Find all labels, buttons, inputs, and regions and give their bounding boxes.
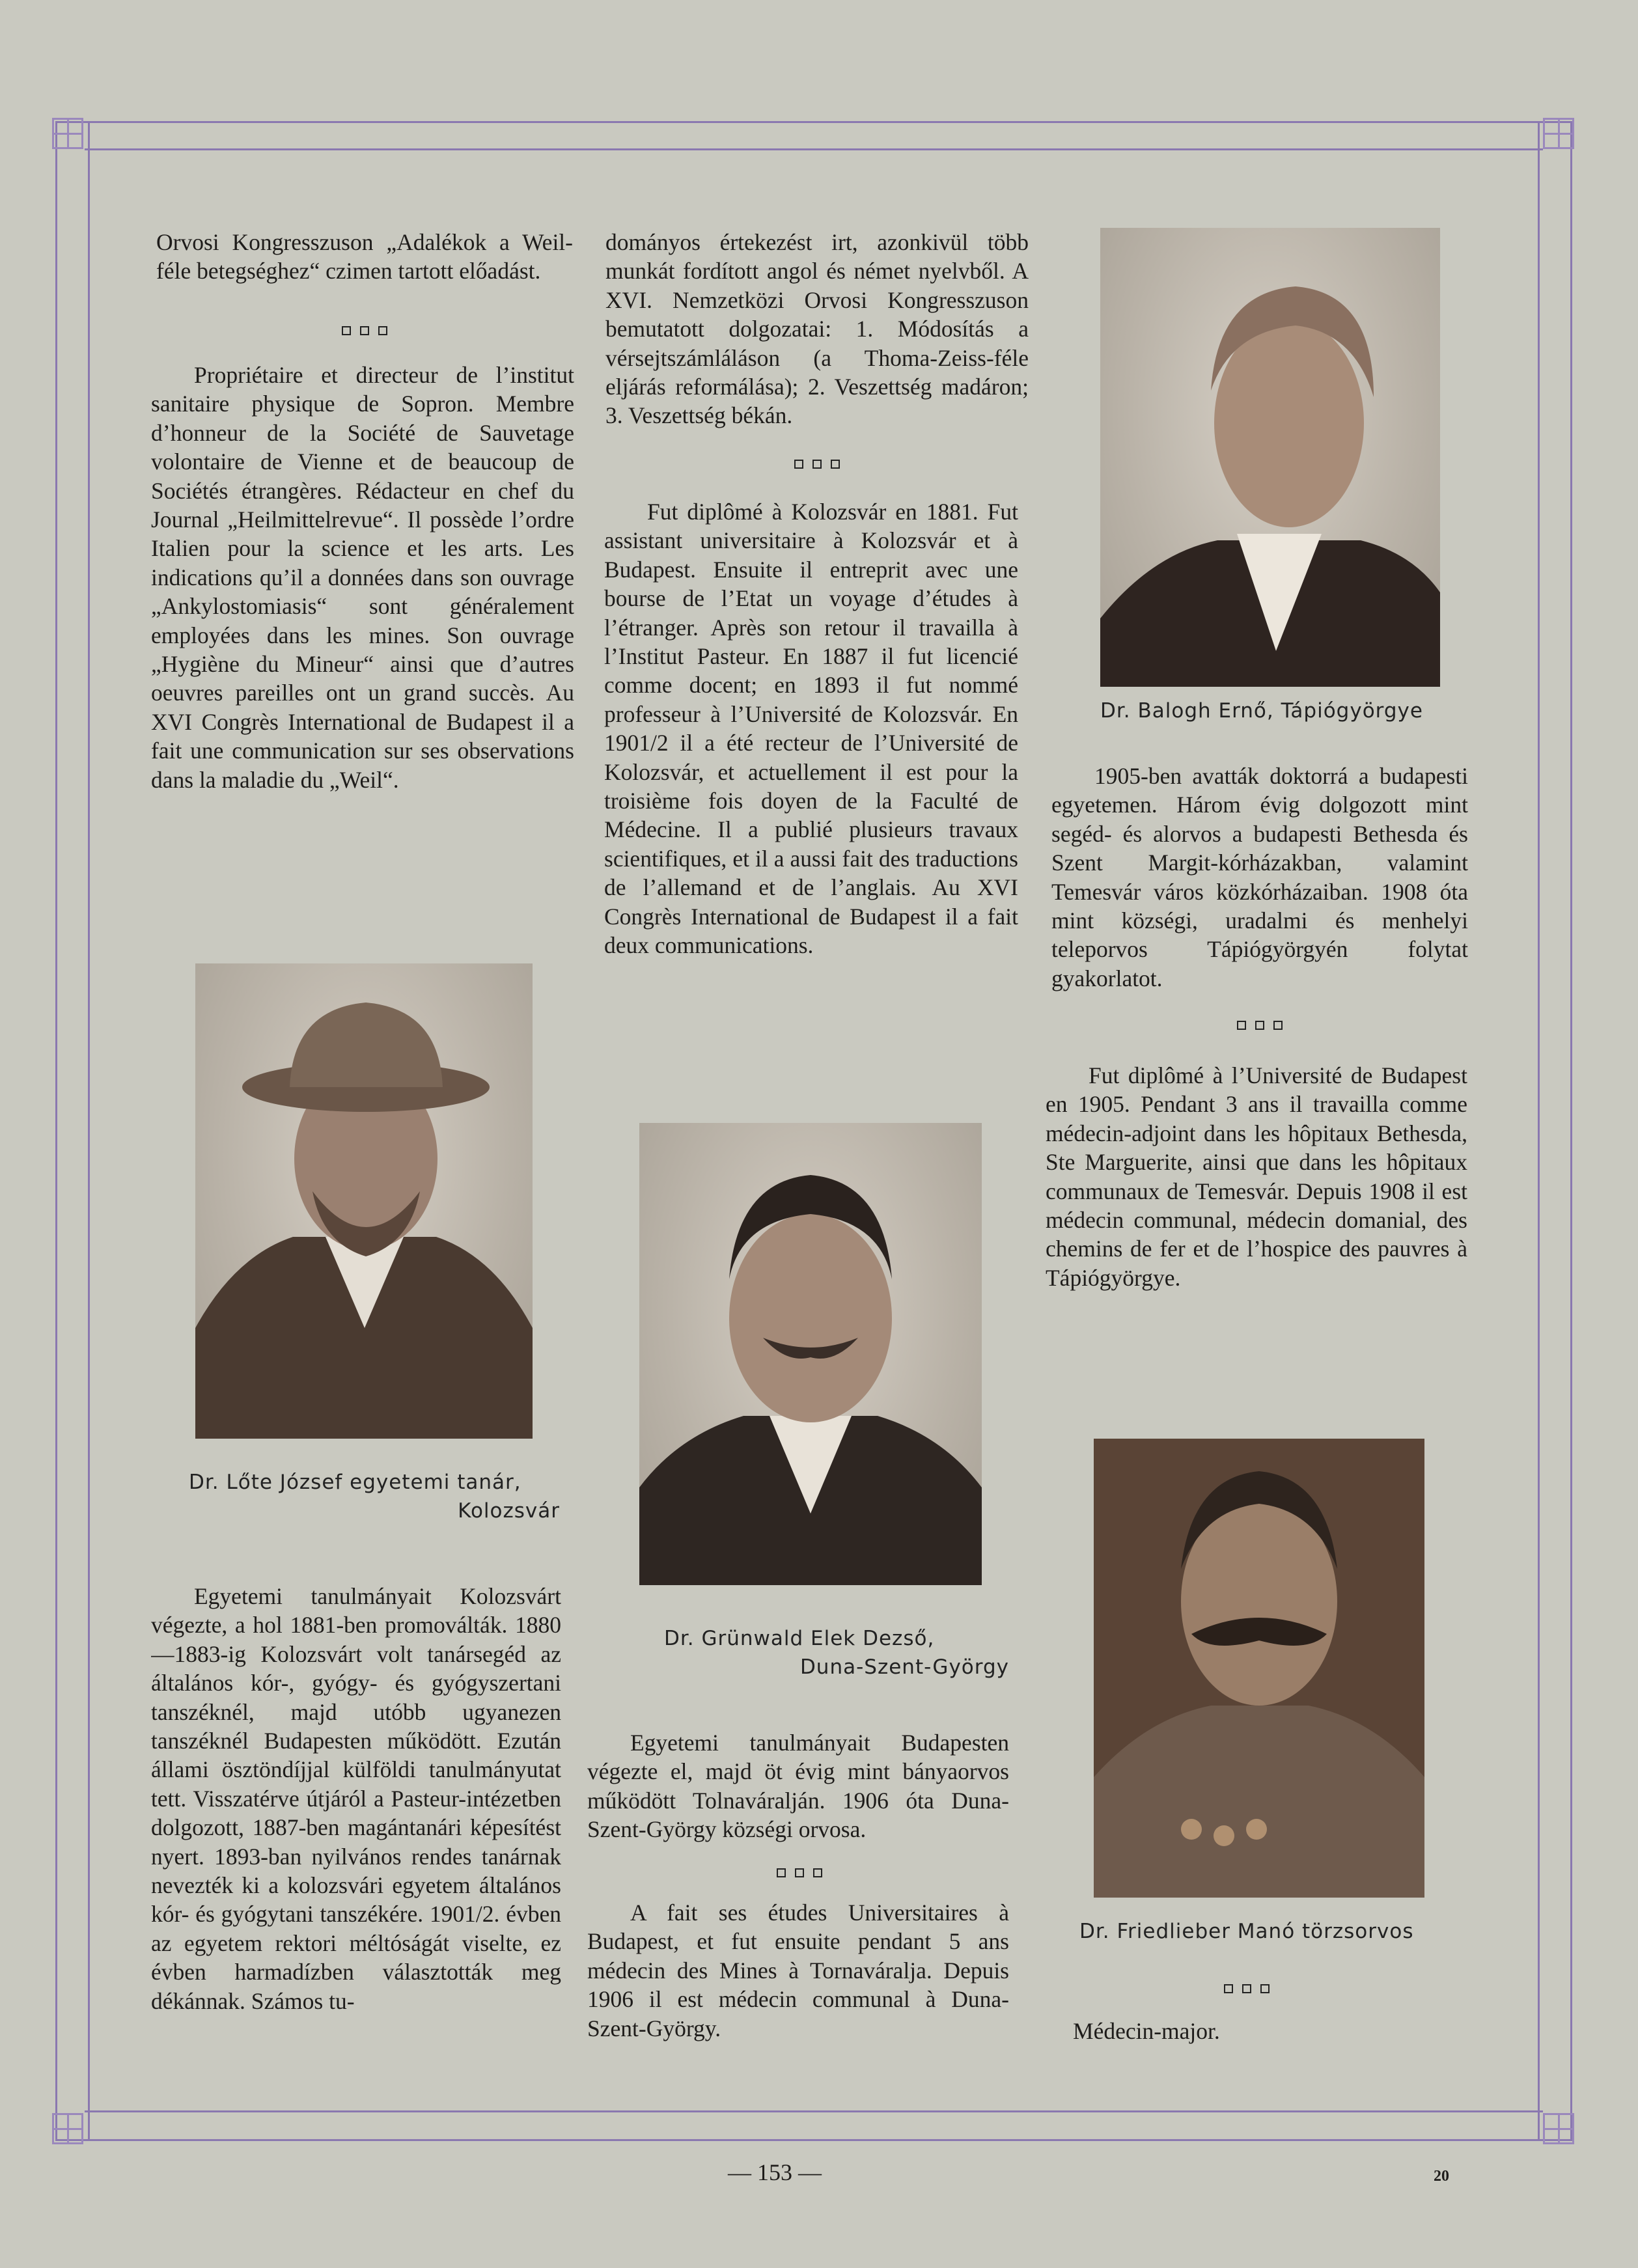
separator-squares [778, 456, 856, 473]
paragraph-text: A fait ses études Universitaires à Budapest, et fut ensuite pendant 5 ans médecin des Mines à Tornaváralja. Depuis 1906 il est médecin communal à Duna-Szent-György. [587, 1900, 1009, 2041]
caption-line: Dr. Lőte József egyetemi tanár, [189, 1471, 521, 1494]
col2-paragraph-1 [605, 228, 1029, 436]
frame-bottom-inner [85, 2110, 1543, 2112]
portrait-photo-lote [195, 963, 533, 1439]
portrait-caption-grunwald [664, 1624, 1009, 1681]
paragraph-text: Médecin-major. [1073, 2018, 1220, 2044]
frame-corner-ornament [1543, 118, 1574, 149]
col1-paragraph-3 [151, 1582, 561, 2051]
portrait-caption-lote [189, 1468, 560, 1525]
col2-paragraph-3 [587, 1728, 1009, 1852]
col2-paragraph-2 [604, 497, 1018, 995]
caption-line: Dr. Grünwald Elek Dezső, [664, 1627, 935, 1650]
separator-squares [760, 1864, 839, 1881]
caption-line: Duna-Szent-György [799, 1655, 1009, 1679]
frame-left-inner [88, 121, 90, 2141]
col1-paragraph-2 [151, 361, 574, 829]
separator-squares [1208, 1980, 1286, 1997]
page-number: — 153 — [728, 2159, 822, 2185]
paragraph-text: dományos értekezést irt, azonkivül több munkát fordított angol és német nyelvből. A XVI. Nemzetközi Orvosi Kongresszuson bemutatott dolgozatai: 1. Módosítás a vérsejtszámláláson (a Thoma-Zeiss-féle eljárás reformálása); 2. Veszettség madáron; 3. Veszettség békán. [605, 229, 1029, 429]
paragraph-text: Fut diplômé à l’Université de Budapest en 1905. Pendant 3 ans il travailla comme médecin-adjoint dans les hôpitaux Bethesda, Ste Marguerite, ainsi que dans les hôpitaux communaux de Temesvár. Depuis 1908 il est médecin communal, médecin domanial, des chemins de fer et de l’hospice des pauvres à Tápiógyörgye. [1046, 1062, 1467, 1291]
caption-line: Dr. Friedlieber Manó törzsorvos [1079, 1920, 1414, 1943]
frame-bottom-outer [55, 2139, 1572, 2141]
frame-right-outer [1570, 121, 1572, 2141]
paragraph-text: Propriétaire et directeur de l’institut sanitaire physique de Sopron. Membre d’honneur de la Société de Sauvetage volontaire de Vienne et de beaucoup de Sociétés étrangères. Rédacteur en chef du Journal „Heilmittelrevue“. Il possède l’ordre Italien pour la science et les arts. Les indications qu’il a données dans son ouvrage „Ankylostomiasis“ sont généralement employées dans les mines. Son ouvrage „Hygiène du Mineur“ ainsi que d’autres oeuvres pareilles ont un grand succès. Au XVI Congrès International de Budapest il a fait une communication sur ses observations dans la maladie du „Weil“. [151, 362, 574, 793]
frame-left-outer [55, 121, 57, 2141]
col3-paragraph-1 [1051, 762, 1468, 996]
frame-right-inner [1538, 121, 1540, 2141]
frame-corner-ornament [52, 118, 83, 149]
frame-top-inner [85, 148, 1543, 150]
portrait-photo-grunwald [639, 1123, 982, 1585]
frame-corner-ornament [52, 2113, 83, 2144]
frame-top-outer [55, 121, 1572, 123]
caption-line: Dr. Balogh Ernő, Tápiógyörgye [1100, 699, 1423, 723]
portrait-caption-balogh [1100, 697, 1465, 725]
separator-squares [1221, 1017, 1299, 1034]
signature-mark: 20 [1434, 2168, 1449, 2185]
col2-paragraph-4 [587, 1898, 1009, 2054]
paragraph-text: Fut diplômé à Kolozsvár en 1881. Fut assistant universitaire à Kolozsvár et à Budapest. Ensuite il entreprit avec une bourse de l’Etat un voyage d’études à l’étranger. Après son retour il travailla à l’Institut Pasteur. En 1887 il fut licencié comme docent; en 1893 il fut nommé professeur à l’Université de Kolozsvár. En 1901/2 il a été recteur de l’Université de Kolozsvár, et actuellement il est pour la troisième fois doyen de la Faculté de Médecine. Il a publié plusieurs travaux scientifiques, et il a aussi fait des traductions de l’allemand et de l’anglais. Au XVI Congrès International de Budapest il a fait deux communications. [604, 499, 1018, 959]
separator-squares [326, 322, 404, 339]
col3-paragraph-2 [1046, 1061, 1467, 1328]
paragraph-text: Egyetemi tanulmányait Kolozsvárt végezte, a hol 1881-ben promoválták. 1880—1883-ig Kolozsvárt volt tanársegéd az általános kór-, gyógy- és gyógyszertani tanszéknél, majd utóbb ugyanezen tanszéknél Budapesten működött. Ezután állami ösztöndíjjal külföldi tanulmányutat tett. Visszatérve útjáról a Pasteur-intézetben dolgozott, 1887-ben magántanári képesítést nyert. 1893-ban nyilvános rendes tanárnak nevezték ki a kolozsvári egyetem általános kór- és gyógytani tanszékére. 1901/2. évben az egyetem rektori méltóságát viselte, ez évben harmadízben választották meg dékánnak. Számos tu- [151, 1583, 561, 2014]
col1-paragraph-1 [156, 228, 573, 316]
portrait-caption-friedlieber [1079, 1917, 1470, 1946]
col3-paragraph-3 [1073, 2017, 1464, 2049]
paragraph-text: Egyetemi tanulmányait Budapesten végezte el, majd öt évig mint bányaorvos működött Tolnaváralján. 1906 óta Duna-Szent-György községi orvosa. [587, 1730, 1009, 1843]
portrait-photo-balogh [1100, 228, 1440, 687]
paragraph-text: Orvosi Kongresszuson „Adalékok a Weil-féle betegséghez“ czimen tartott előadást. [156, 229, 573, 284]
paragraph-text: 1905-ben avatták doktorrá a budapesti egyetemen. Három évig dolgozott mint segéd- és alorvos a budapesti Bethesda és Szent Margit-kórházakban, valamint Temesvár város közkórházaiban. 1908 óta mint községi, uradalmi és menhelyi teleporvos Tápiógyörgyén folytat gyakorlatot. [1051, 763, 1468, 991]
caption-line: Kolozsvár [458, 1499, 560, 1523]
portrait-photo-friedlieber [1094, 1439, 1424, 1898]
frame-corner-ornament [1543, 2113, 1574, 2144]
